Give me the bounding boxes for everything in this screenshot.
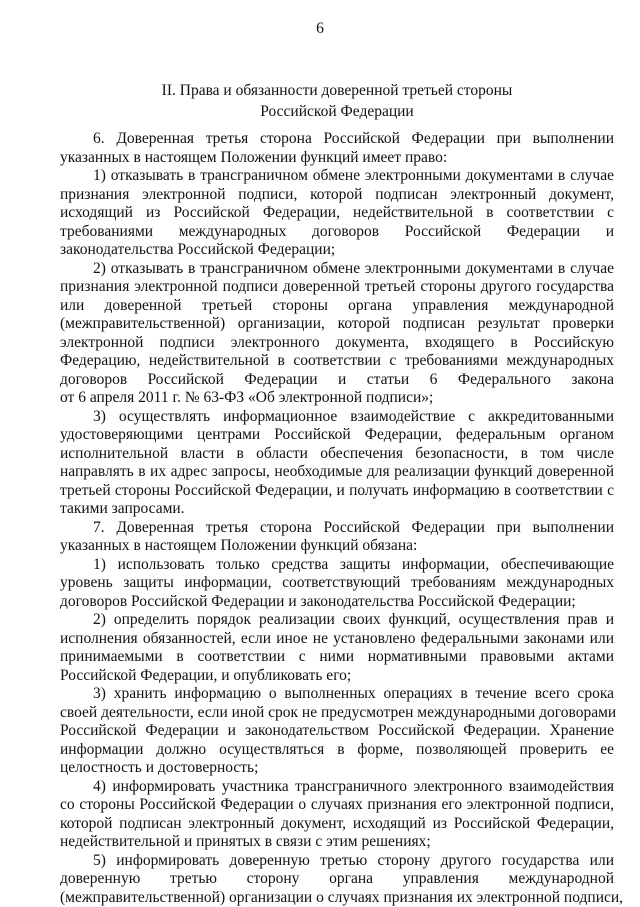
text-line: которой подписан электронный документ, исходящий из Российской Федерации, bbox=[60, 815, 614, 834]
text-line: (межправительственной) организации, которой подписан результат проверки bbox=[60, 315, 614, 334]
text-line: Российской Федерации и законодательством Российской Федерации. Хранение bbox=[60, 722, 614, 741]
text-line: от 6 апреля 2011 г. № 63-ФЗ «Об электронной подписи»; bbox=[60, 389, 614, 408]
text-line: указанных в настоящем Положении функций обязана: bbox=[60, 537, 614, 556]
text-line: признания электронной подписи доверенной третьей стороны другого государства bbox=[60, 278, 614, 297]
text-line: 3) осуществлять информационное взаимодействие с аккредитованными bbox=[60, 408, 614, 427]
text-line: требованиями международных договоров Российской Федерации и bbox=[60, 223, 614, 242]
text-line: уровень защиты информации, соответствующий требованиям международных bbox=[60, 574, 614, 593]
text-line: удостоверяющими центрами Российской Федерации, федеральным органом bbox=[60, 426, 614, 445]
text-line: Федерацию, недействительной в соответствии с требованиями международных bbox=[60, 352, 614, 371]
text-line: 6. Доверенная третья сторона Российской Федерации при выполнении bbox=[60, 130, 614, 149]
text-line: указанных в настоящем Положении функций имеет право: bbox=[60, 149, 614, 168]
text-line: принимаемыми в соответствии с ними нормативными правовыми актами bbox=[60, 648, 614, 667]
text-line: доверенную третью сторону органа управления международной bbox=[60, 870, 614, 889]
section-heading bbox=[60, 80, 614, 122]
text-line: 7. Доверенная третья сторона Российской Федерации при выполнении bbox=[60, 519, 614, 538]
text-line: 1) отказывать в трансграничном обмене электронными документами в случае bbox=[60, 167, 614, 186]
text-line: 4) информировать участника трансграничного электронного взаимодействия bbox=[60, 778, 614, 797]
page-number: 6 bbox=[0, 20, 640, 38]
text-line: недействительной и принятых в связи с этим решениях; bbox=[60, 833, 614, 852]
text-line: со стороны Российской Федерации о случаях признания его электронной подписи, bbox=[60, 796, 614, 815]
section-heading-line: II. Права и обязанности доверенной третьей стороны bbox=[60, 80, 614, 101]
text-line: исполнения обязанностей, если иное не установлено федеральными законами или bbox=[60, 630, 614, 649]
text-line: своей деятельности, если иной срок не предусмотрен международными договорами bbox=[60, 704, 614, 723]
text-line: такими запросами. bbox=[60, 500, 614, 519]
text-line: информации должно осуществляться в форме, позволяющей проверить ее bbox=[60, 741, 614, 760]
text-line: исходящий из Российской Федерации, недействительной в соответствии с bbox=[60, 204, 614, 223]
text-line: Российской Федерации, и опубликовать его; bbox=[60, 667, 614, 686]
text-line: третьей стороны Российской Федерации, и получать информацию в соответствии с bbox=[60, 482, 614, 501]
text-line: законодательства Российской Федерации; bbox=[60, 241, 614, 260]
section-heading-line: Российской Федерации bbox=[60, 101, 614, 122]
text-line: электронной подписи электронного документа, входящего в Российскую bbox=[60, 334, 614, 353]
text-line: исполнительной власти в области обеспечения безопасности, в том числе bbox=[60, 445, 614, 464]
text-line: (межправительственной) организации о случаях признания их электронной подписи, bbox=[60, 889, 614, 907]
text-line: договоров Российской Федерации и законодательства Российской Федерации; bbox=[60, 593, 614, 612]
text-line: 2) определить порядок реализации своих функций, осуществления прав и bbox=[60, 611, 614, 630]
text-line: 5) информировать доверенную третью сторону другого государства или bbox=[60, 852, 614, 871]
text-line: договоров Российской Федерации и статьи 6 Федерального закона bbox=[60, 371, 614, 390]
text-line: направлять в их адрес запросы, необходимые для реализации функций доверенной bbox=[60, 463, 614, 482]
text-line: или доверенной третьей стороны органа управления международной bbox=[60, 297, 614, 316]
text-line: 3) хранить информацию о выполненных операциях в течение всего срока bbox=[60, 685, 614, 704]
text-line: 1) использовать только средства защиты информации, обеспечивающие bbox=[60, 556, 614, 575]
text-line: 2) отказывать в трансграничном обмене электронными документами в случае bbox=[60, 260, 614, 279]
text-line: признания электронной подписи, которой подписан электронный документ, bbox=[60, 186, 614, 205]
document-body bbox=[60, 130, 614, 907]
text-line: целостность и достоверность; bbox=[60, 759, 614, 778]
